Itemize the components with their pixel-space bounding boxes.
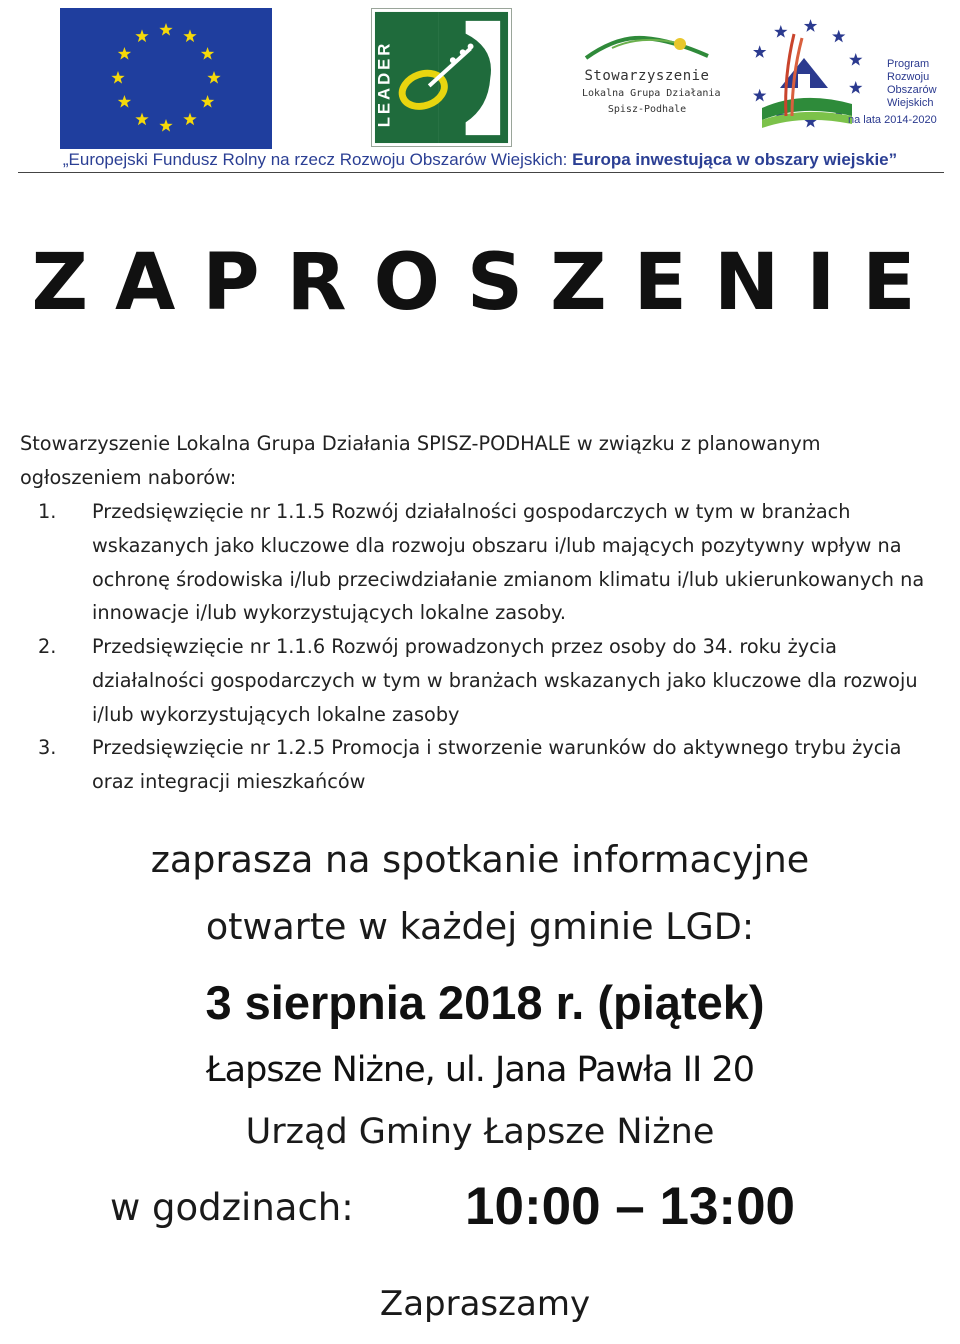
page-title: ZAPROSZENIE xyxy=(31,238,943,328)
leader-logo-text: LEADER xyxy=(374,40,394,128)
list-item-number: 3. xyxy=(38,736,57,759)
eu-funding-tagline xyxy=(0,150,960,170)
list-item-line: Przedsięwzięcie nr 1.1.6 Rozwój prowadzonych przez osoby do 34. roku życia xyxy=(92,635,837,658)
prow-line-3: Obszarów xyxy=(887,84,937,96)
prow-star-icon xyxy=(753,89,766,102)
lgd-logo-line1: Stowarzyszenie xyxy=(584,68,710,84)
prow-years: na lata 2014-2020 xyxy=(848,114,937,126)
invitation-line-1: zaprasza na spotkanie informacyjne xyxy=(150,838,810,881)
prow-star-icon xyxy=(804,19,817,32)
list-item-line: Przedsięwzięcie nr 1.2.5 Promocja i stworzenie warunków do aktywnego trybu życia xyxy=(92,736,902,759)
list-item-text xyxy=(92,630,952,731)
prow-line-4: Wiejskich xyxy=(887,97,934,109)
prow-star-icon xyxy=(753,45,766,58)
list-item-text xyxy=(92,495,952,630)
list-item-line: ochronę środowiska i/lub przeciwdziałanie zmianom klimatu i/lub ukierunkowanych na xyxy=(92,567,925,591)
lgd-logo xyxy=(582,30,721,130)
prow-star-icon xyxy=(774,25,787,38)
intro-line: ogłoszeniem naborów: xyxy=(20,465,237,489)
list-item-number: 1. xyxy=(38,500,57,523)
list-item-line: innowacje i/lub wykorzystujących lokalne zasoby. xyxy=(92,601,566,625)
hours-value: 10:00 – 13:00 xyxy=(465,1177,796,1236)
intro-paragraph xyxy=(20,427,940,495)
lgd-logo-line3: Spisz-Podhale xyxy=(607,104,687,115)
meeting-venue: Urząd Gminy Łapsze Niżne xyxy=(245,1112,715,1152)
prow-line-2: Rozwoju xyxy=(887,71,930,83)
prow-star-icon xyxy=(849,81,862,94)
prow-logo xyxy=(742,16,947,132)
list-item-line: i/lub wykorzystujących lokalne zasoby xyxy=(92,702,460,726)
prow-line-1: Program xyxy=(887,58,930,70)
header-divider xyxy=(18,172,944,173)
list-item-line: działalności gospodarczych w tym w branżach wskazanych jako kluczowe dla rozwoju xyxy=(92,668,918,692)
meeting-date: 3 sierpnia 2018 r. (piątek) xyxy=(205,976,765,1029)
closing-text: Zapraszamy xyxy=(379,1284,591,1324)
list-item-line: oraz integracji mieszkańców xyxy=(92,769,366,793)
lgd-logo-line2: Lokalna Grupa Działania xyxy=(582,88,721,99)
prow-star-icon xyxy=(832,30,845,43)
tagline-bold: Europa inwestująca w obszary wiejskie” xyxy=(572,150,898,169)
hours-label: w godzinach: xyxy=(110,1186,354,1229)
intro-line: Stowarzyszenie Lokalna Grupa Działania SPISZ-PODHALE w związku z planowanym xyxy=(20,432,821,455)
eu-flag-icon xyxy=(60,8,272,149)
list-item-text xyxy=(92,731,952,799)
eu-flag-logo xyxy=(60,8,272,149)
list-item-line: Przedsięwzięcie nr 1.1.5 Rozwój działalności gospodarczych w tym w branżach xyxy=(92,500,851,523)
list-item-line: wskazanych jako kluczowe dla rozwoju obszaru i/lub mających pozytywny wpływ na xyxy=(92,533,902,557)
prow-star-icon xyxy=(849,53,862,66)
tagline-regular: „Europejski Fundusz Rolny na rzecz Rozwoju Obszarów Wiejskich: xyxy=(62,150,573,169)
list-item-number: 2. xyxy=(38,635,57,658)
leader-logo-icon xyxy=(372,9,511,146)
meeting-address: Łapsze Niżne, ul. Jana Pawła II 20 xyxy=(206,1050,754,1090)
invitation-line-2: otwarte w każdej gminie LGD: xyxy=(205,905,755,948)
leader-logo xyxy=(371,8,512,147)
